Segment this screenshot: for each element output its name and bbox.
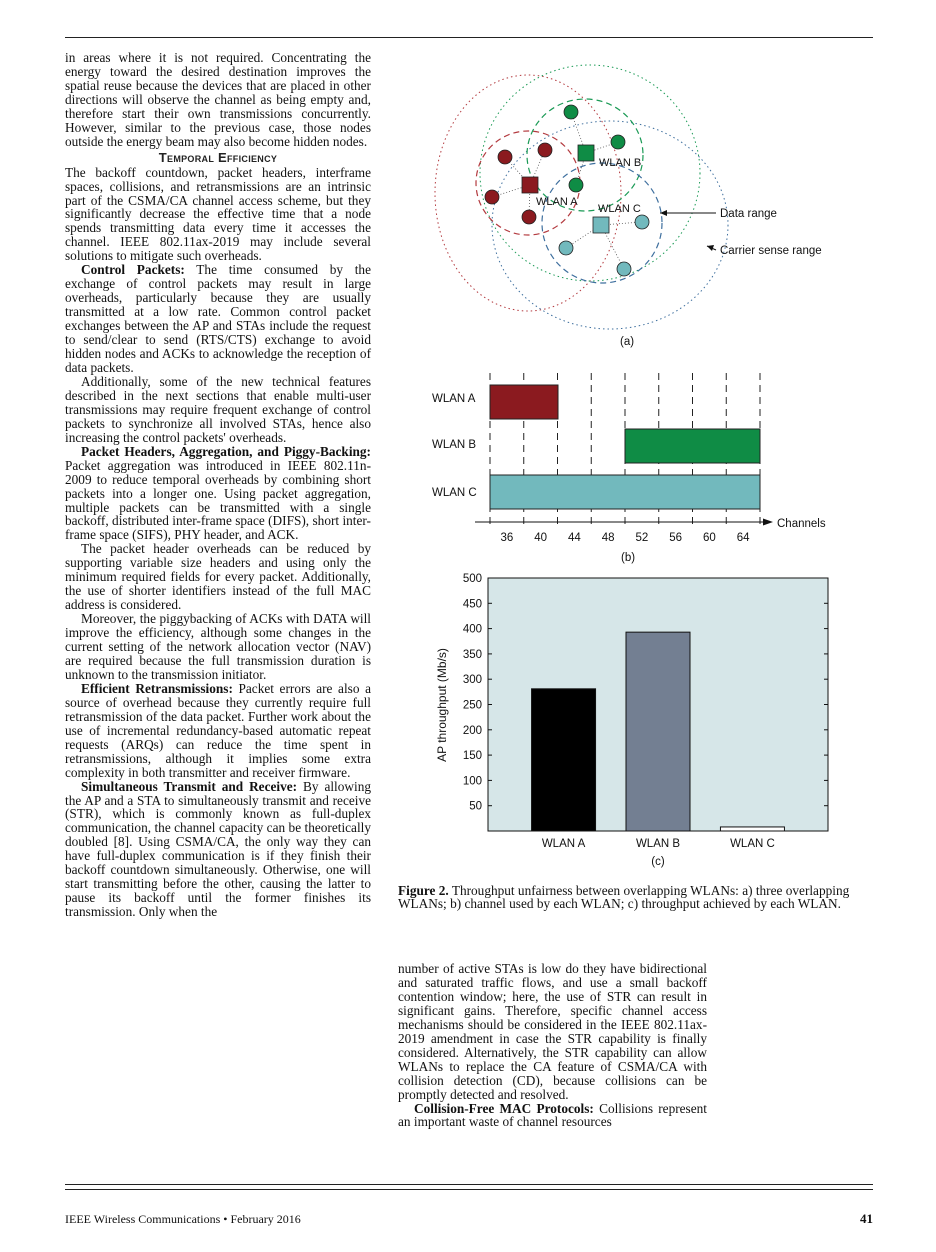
figure-caption (398, 884, 868, 910)
left-column (65, 51, 371, 919)
paragraph (65, 263, 371, 375)
run-in-heading: Packet Headers, Aggregation, and Piggy-Backing: (81, 443, 371, 459)
wlan-a-sta (522, 210, 536, 224)
paragraph-text: Packet aggregation was introduced in IEEE 802.11n-2009 to reduce temporal overheads by combining short packets into a longer one. Using packet aggregation, multiple packets can be transmitted with a single backoff, distributed inter-frame space (DIFS), short inter-frame space (SIFS), PHY header, and ACK. (65, 457, 371, 543)
channel-tick-label: 64 (736, 532, 750, 544)
paragraph: number of active STAs is low do they have bidirectional and saturated traffic flows, and use a small backoff contention window; here, the use of STR can result in significant gains. Therefore, specific channel access mechanisms should be considered in the IEEE 802.11ax-2019 amendment in case the STR capability is finally considered. Alternatively, the STR capability can allow WLANs to replace the CA feature of CSMA/CA with collision detection (CD), because collisions can be promptly detected and resolved. (398, 961, 707, 1102)
channel-tick-label: 44 (567, 532, 581, 544)
run-in-heading: Simultaneous Transmit and Receive: (81, 778, 298, 794)
y-tick-label: 450 (462, 598, 482, 611)
bottom-rule (65, 1189, 873, 1190)
wlan-c-ap (593, 217, 609, 233)
channel-tick-label: 36 (500, 532, 514, 544)
legend-carrier-range: Carrier sense range (720, 245, 822, 257)
paragraph: in areas where it is not required. Concentrating the energy toward the desired destination improves the spatial reuse because the devices that are placed in other directions will observe the channel as being empty and, therefore start their own transmissions concurrently. However, similar to the previous case, those nodes outside the energy beam may also become hidden nodes. (65, 50, 371, 149)
row-label-wlan-c: WLAN C (432, 487, 477, 499)
row-label-wlan-a: WLAN A (432, 393, 476, 405)
label-wlan-a: WLAN A (536, 196, 578, 208)
x-tick-label: WLAN B (635, 838, 681, 850)
wlan-c-sta (635, 215, 649, 229)
wlan-c-sta (617, 262, 631, 276)
top-rule (65, 37, 873, 38)
y-tick-label: 250 (462, 699, 482, 712)
carrier-range-b (480, 65, 700, 281)
y-tick-label: 400 (462, 623, 482, 636)
paragraph-text: Packet errors are also a source of overhead because they currently require full retransmission of the data packet. Further work about the use of incremental redundancy-based automatic repeat requests (ARQs) can reduce the time spent in retransmissions, although it implies some extra complexity in both transmitter and receiver firmware. (65, 680, 371, 780)
paragraph-text: The time consumed by the exchange of control packets may result in large overheads, particularly because they are usually transmitted at a low rate. Common control packet exchanges between the AP and STAs include the request to send/clear to send (RTS/CTS) exchange to avoid hidden nodes and ACKs to acknowledge the reception of data packets. (65, 262, 371, 375)
run-in-heading: Efficient Retransmissions: (81, 680, 233, 696)
wlan-a-channel-bar (490, 385, 558, 419)
row-label-wlan-b: WLAN B (432, 439, 477, 451)
channel-tick-labels (500, 532, 750, 544)
paragraph-text: By allowing the AP and a STA to simultaneously transmit and receive (STR), which is commonly known as full-duplex communication, the channel capacity can be theoretically doubled [8]. Using CSMA/CA, the only way they can have full-duplex communication is if they finish their backoff countdown simultaneously. Otherwise, one will start transmitting before the other, causing the latter to pause its backoff until the former finishes its transmission. Only when the (65, 778, 371, 920)
channel-axis-label: Channels (777, 518, 826, 530)
label-wlan-c: WLAN C (598, 203, 641, 215)
y-tick-label: 500 (462, 573, 482, 585)
paragraph: Moreover, the piggybacking of ACKs with DATA will improve the efficiency, although some changes in the current setting of the network allocation vector (NAV) are required because the full transmission duration is unknown to the transmission initiator. (65, 611, 371, 682)
figure-2b (420, 355, 860, 565)
bar-wlan-c (720, 827, 784, 831)
figure-2a (420, 55, 860, 350)
y-tick-label: 100 (462, 775, 482, 788)
wlan-c-sta (559, 241, 573, 255)
wlan-b-ap (578, 145, 594, 161)
paragraph (65, 682, 371, 780)
x-axis-labels (542, 838, 775, 850)
channel-tick-label: 52 (635, 532, 649, 544)
paragraph (398, 1102, 707, 1130)
paragraph: The packet header overheads can be reduced by supporting variable size headers and using only the minimum required fields for every packet. Additionally, the use of shorter identifiers instead of the full MAC address is considered. (65, 541, 371, 613)
label-wlan-b: WLAN B (599, 157, 642, 169)
panel-label-a: (a) (620, 336, 635, 348)
wlan-a-sta (538, 143, 552, 157)
paragraph: Additionally, some of the new technical features described in the next sections that enable multi-user transmissions may require frequent exchange of control packets to synchronize all involved STAs, hence also increasing the control packets' overheads. (65, 373, 371, 445)
page-number: 41 (860, 1211, 873, 1226)
x-tick-label: WLAN A (541, 838, 586, 850)
wlan-b-sta (564, 105, 578, 119)
paragraph (65, 780, 371, 920)
wlan-a-sta (498, 150, 512, 164)
bar-wlan-a (532, 689, 596, 831)
wlan-b-sta (569, 178, 583, 192)
run-in-heading: Collision-Free MAC Protocols: (414, 1100, 594, 1116)
y-tick-label: 50 (469, 800, 482, 813)
bottom-rule (65, 1184, 873, 1185)
paragraph (65, 445, 371, 543)
channel-tick-label: 40 (534, 532, 548, 544)
caption-label: Figure 2. (398, 883, 449, 898)
y-tick-label: 200 (462, 724, 482, 737)
panel-label-c: (c) (651, 856, 665, 868)
wlan-a-ap (522, 177, 538, 193)
y-tick-label: 300 (462, 674, 482, 687)
wlan-a-sta (485, 190, 499, 204)
paragraph: The backoff countdown, packet headers, interframe spaces, collisions, and retransmissions are an intrinsic part of the CSMA/CA channel access scheme, but they significantly decrease the effective time that a node spends transmitting data every time it accesses the channel. IEEE 802.11ax-2019 may include several solutions to mitigate such overheads. (65, 164, 371, 264)
x-tick-label: WLAN C (730, 838, 775, 850)
panel-label-b: (b) (621, 552, 636, 564)
footer-journal: IEEE Wireless Communications • February 2016 (65, 1212, 301, 1226)
y-tick-label: 150 (462, 750, 482, 763)
y-tick-label: 350 (462, 648, 482, 661)
channel-tick-label: 60 (702, 532, 716, 544)
wlan-b-channel-bar (625, 429, 760, 463)
run-in-heading: Control Packets: (81, 262, 185, 278)
wlan-c-channel-bar (490, 475, 760, 509)
bar-wlan-b (626, 632, 690, 831)
right-column (398, 962, 707, 1129)
caption-text: Throughput unfairness between overlapping WLANs: a) three overlapping WLANs; b) channel used by each WLAN; c) throughput achieved by each WLAN. (398, 883, 850, 911)
paragraph-text: Collisions represent an important waste of channel resources (398, 1100, 707, 1130)
section-heading: Temporal Efficiency (158, 149, 278, 165)
channel-tick-label: 48 (601, 532, 615, 544)
channel-tick-label: 56 (669, 532, 683, 544)
wlan-b-sta (611, 135, 625, 149)
legend-data-range: Data range (720, 208, 777, 220)
figure-2c (420, 568, 860, 870)
y-axis-label: AP throughput (Mb/s) (435, 648, 449, 762)
